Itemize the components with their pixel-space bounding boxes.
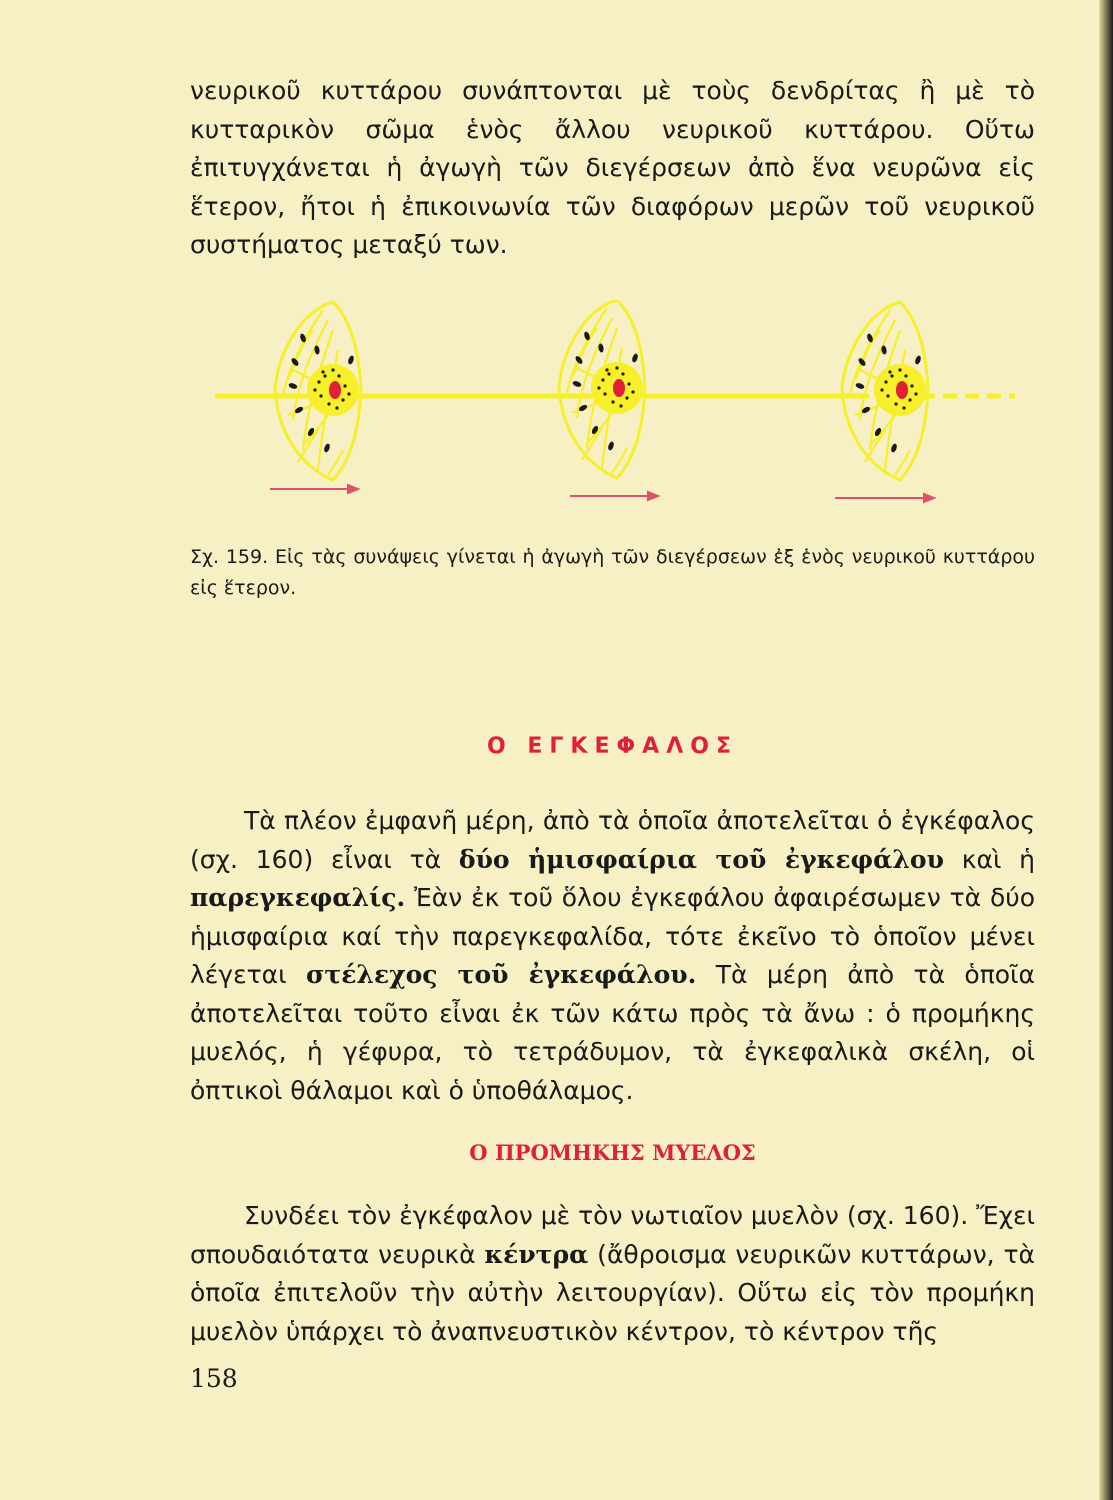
- figure-caption: Σχ. 159. Εἰς τὰς συνάψεις γίνεται ἡ ἀγωγὴ τῶν διεγέρσεων ἐξ ἑνὸς νευρικοῦ κυττάρου εἰς ἕτερον.: [190, 546, 1035, 599]
- section-heading-medulla: Ο ΠΡΟΜΗΚΗΣ ΜΥΕΛΟΣ: [469, 1140, 756, 1165]
- paragraph-medulla: Συνδέει τὸν ἐγκέφαλον μὲ τὸν νωτιαῖον μυελὸν (σχ. 160). Ἔχει σπουδαιότατα νευρικὰ κέντρα (ἄθροισμα νευρικῶν κυττάρων, τὰ ὁποῖα ἐπιτελοῦν τὴν αὐτὴν λειτουργίαν). Οὕτω εἰς τὸν προμήκη μυελὸν ὑπάρχει τὸ ἀναπνευστικὸν κέντρον, τὸ κέντρον τῆς: [190, 1201, 1035, 1346]
- neuron-cell-2: [559, 300, 645, 478]
- neuron-cell-1: [275, 302, 361, 480]
- section-heading-brain: Ο ΕΓΚΕΦΑΛΟΣ: [487, 734, 738, 759]
- neuron-synapse-figure: [215, 300, 1015, 515]
- page-edge: [1099, 0, 1113, 1500]
- page-number: 158: [190, 1364, 238, 1393]
- neuron-cell-3: [842, 302, 928, 480]
- paragraph-intro: νευρικοῦ κυττάρου συνάπτονται μὲ τοὺς δενδρίτας ἢ μὲ τὸ κυτταρικὸν σῶμα ἑνὸς ἄλλου νευρικοῦ κυττάρου. Οὕτω ἐπιτυγχάνεται ἡ ἀγωγὴ τῶν διεγέρσεων ἀπὸ ἕνα νευρῶνα εἰς ἕτερον, ἤτοι ἡ ἐπικοινωνία τῶν διαφόρων μερῶν τοῦ νευρικοῦ συστήματος μεταξύ των.: [190, 76, 1035, 259]
- paragraph-brain: Τὰ πλέον ἐμφανῆ μέρη, ἀπὸ τὰ ὁποῖα ἀποτελεῖται ὁ ἐγκέφαλος (σχ. 160) εἶναι τὰ δύο ἡμισφαίρια τοῦ ἐγκεφάλου καὶ ἡ παρεγκεφαλίς. Ἐὰν ἐκ τοῦ ὅλου ἐγκεφάλου ἀφαιρέσωμεν τὰ δύο ἡμισφαίρια καί τὴν παρεγκεφαλίδα, τότε ἐκεῖνο τὸ ὁποῖον μένει λέγεται στέλεχος τοῦ ἐγκεφάλου. Τὰ μέρη ἀπὸ τὰ ὁποῖα ἀποτελεῖται τοῦτο εἶναι ἐκ τῶν κάτω πρὸς τὰ ἄνω : ὁ προμήκης μυελός, ἡ γέφυρα, τὸ τετράδυμον, τὰ ἐγκεφαλικὰ σκέλη, οἱ ὀπτικοὶ θάλαμοι καὶ ὁ ὑποθάλαμος.: [190, 806, 1036, 1105]
